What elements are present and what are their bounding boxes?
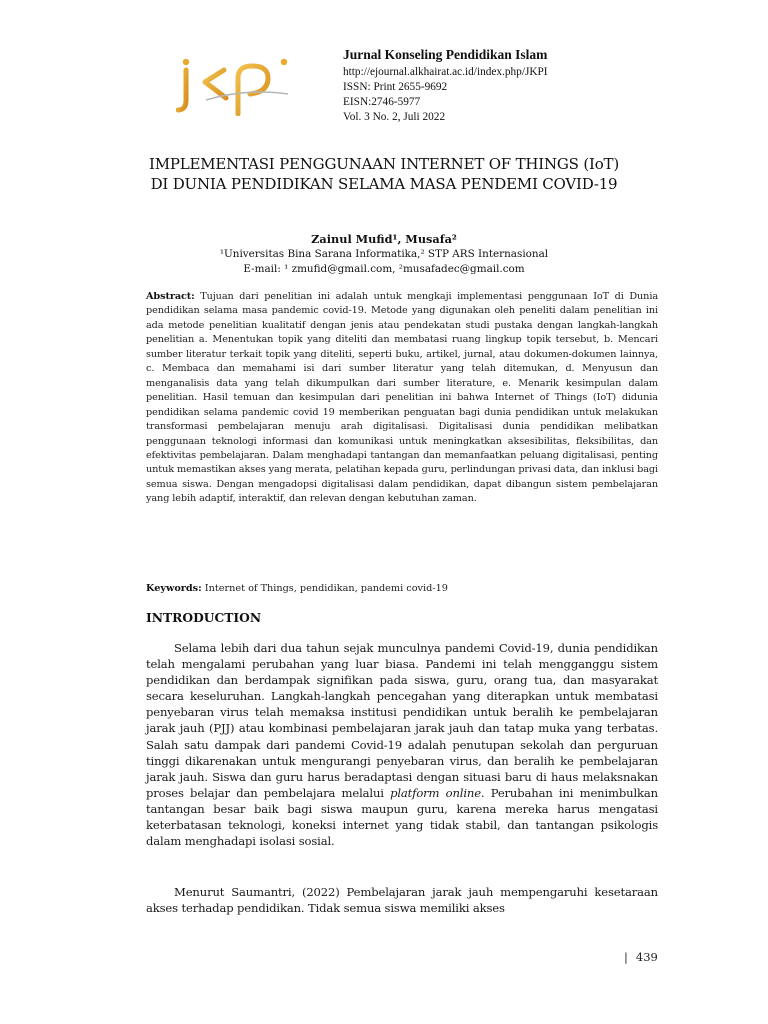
abstract-text: Tujuan dari penelitian ini adalah untuk mengkaji implementasi penggunaan IoT di Dunia pendidikan selama masa pandemic covid-19. Metode yang digunakan oleh peneliti dalam penelitian ini ada metode penelitian kualitatif dengan jenis atau pendekatan studi pustaka dengan langkah-langkah penelitian a. Menentukan topik yang diteliti dan membatasi ruang lingkup topik tersebut, b. Mencari sumber literatur terkait topik yang diteliti, seperti buku, artikel, jurnal, atau dokumen-dokumen lainnya, c. Membaca dan memahami isi dari sumber literatur yang telah ditemukan, d. Menyusun dan menganalisis data yang telah dikumpulkan dari sumber literature, e. Menarik kesimpulan dalam penelitian. Hasil temuan dan kesimpulan dari penelitian ini bahwa Internet of Things (IoT) didunia pendidikan selama pandemic covid 19 memberikan penguatan bagi dunia pendidikan untuk melakukan transformasi pembelajaran menuju arah digitalisasi. Digitalisasi dunia pendidikan melibatkan penggunaan teknologi informasi dan komunikasi untuk meningkatkan aksesibilitas, fleksibilitas, dan efektivitas pembelajaran. Dalam menghadapi tantangan dan memanfaatkan peluang digitalisasi, penting untuk memastikan akses yang merata, pelatihan kepada guru, perlindungan privasi data, dan inklusi bagi semua siswa. Dengan mengadopsi digitalisasi dalam pendidikan, dapat dibangun sistem pembelajaran yang lebih adaptif, interaktif, dan relevan dengan kebutuhan zaman. — [146, 291, 658, 505]
intro-paragraph-2: Menurut Saumantri, (2022) Pembelajaran jarak jauh mempengaruhi kesetaraan akses terhadap pendidikan. Tidak semua siswa memiliki akses — [146, 885, 658, 916]
page-number-value: 439 — [635, 950, 658, 964]
intro-p1-italic: platform online — [390, 785, 481, 800]
abstract — [146, 290, 658, 507]
intro-p1-part-a: Selama lebih dari dua tahun sejak munculnya pandemi Covid-19, dunia pendidikan telah mengalami perubahan yang luar biasa. Pandemi ini telah mengganggu sistem pendidikan dan berdampak signifikan pada siswa, guru, orang tua, dan masyarakat secara keseluruhan. Langkah-langkah pencegahan yang diterapkan untuk membatasi penyebaran virus telah memaksa institusi pendidikan untuk beralih ke pembelajaran jarak jauh (PJJ) atau kombinasi pembelajaran jarak jauh dan tatap muka yang terbatas. Salah satu dampak dari pandemi Covid-19 adalah penutupan sekolah dan perguruan tinggi dikarenakan untuk mengurangi penyebaran virus, dan beralih ke pembelajaran jarak jauh. Siswa dan guru harus beradaptasi dengan situasi baru di haus melaksnakan proses belajar dan pembelajara melalui — [146, 641, 658, 800]
intro-p1-part-b: . Perubahan ini menimbulkan tantangan besar baik bagi siswa maupun guru, karena mereka harus mengatasi keterbatasan teknologi, koneksi internet yang tidak stabil, dan tantangan psikologis dalam menghadapi isolasi sosial. — [146, 785, 658, 849]
journal-url[interactable]: http://ejournal.alkhairat.ac.id/index.php/JKPI — [343, 66, 548, 78]
journal-logo — [176, 48, 340, 116]
jkpi-logo-icon — [176, 48, 340, 116]
page-number — [624, 950, 658, 964]
paper-affiliations: ¹Universitas Bina Sarana Informatika,² STP ARS Internasional — [219, 248, 549, 260]
paper-emails: E-mail: ¹ zmufid@gmail.com, ²musafadec@gmail.com — [243, 263, 525, 275]
journal-volume: Vol. 3 No. 2, Juli 2022 — [343, 111, 446, 123]
keywords-label: Keywords: — [146, 583, 202, 594]
paper-title: IMPLEMENTASI PENGGUNAAN INTERNET OF THINGS (IoT) DI DUNIA PENDIDIKAN SELAMA MASA PENDEMI COVID-19 — [148, 155, 619, 193]
keywords-text: Internet of Things, pendidikan, pandemi covid-19 — [201, 583, 448, 594]
paper-authors: Zainul Mufid¹, Musafa² — [311, 232, 457, 246]
intro-paragraph-1 — [146, 640, 658, 849]
journal-eissn: EISN:2746-5977 — [343, 96, 421, 108]
journal-issn: ISSN: Print 2655-9692 — [343, 81, 448, 93]
abstract-label: Abstract: — [146, 291, 195, 302]
section-heading-introduction: INTRODUCTION — [146, 610, 262, 625]
journal-info — [343, 46, 548, 125]
page-number-separator: | — [624, 950, 628, 964]
keywords — [146, 582, 658, 596]
journal-name: Jurnal Konseling Pendidikan Islam — [343, 47, 548, 62]
